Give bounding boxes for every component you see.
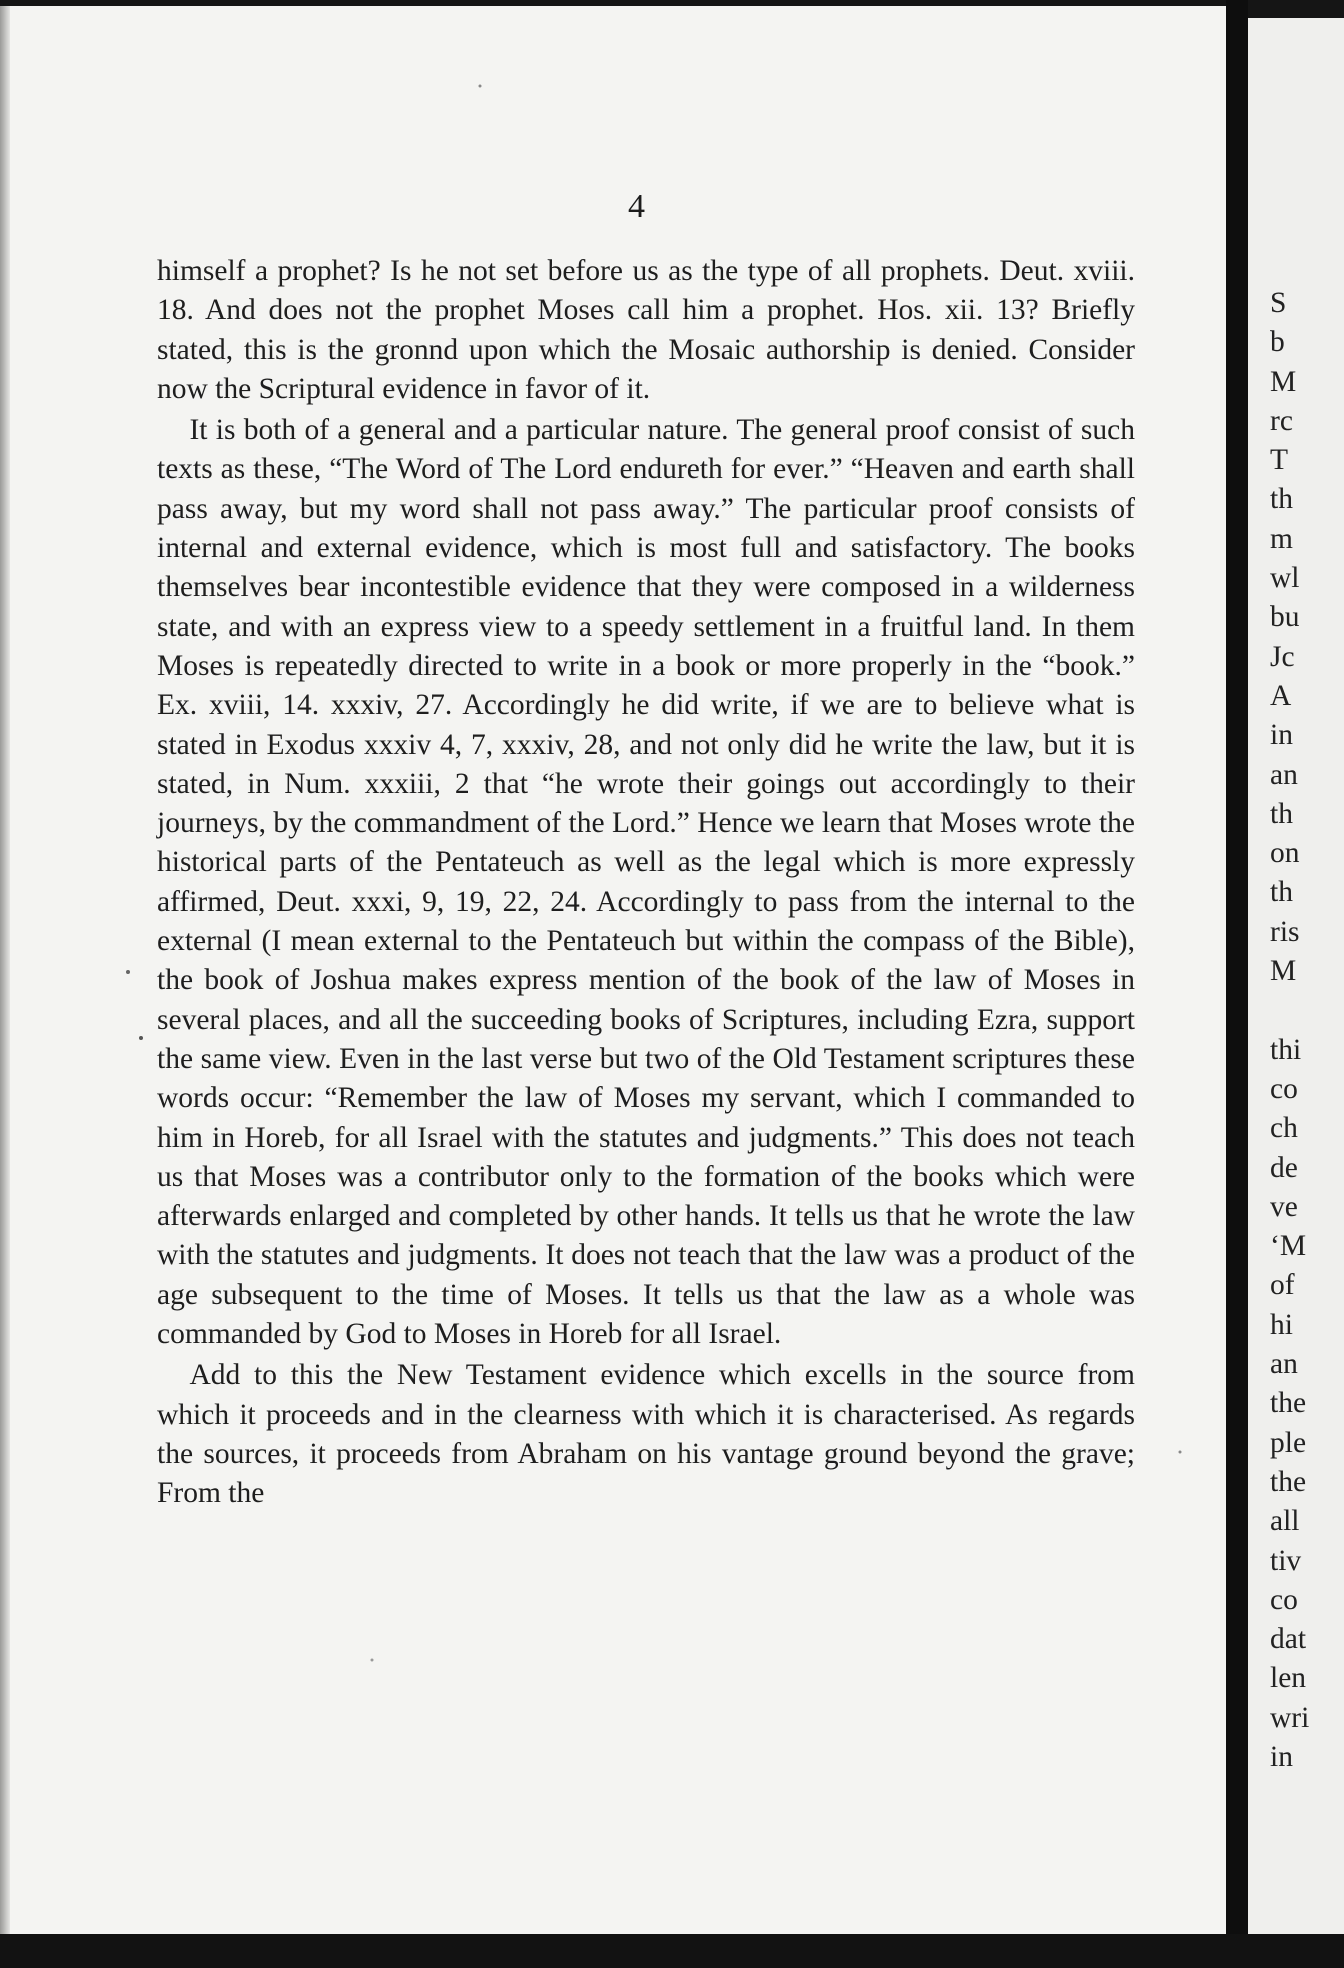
page-number: 4 xyxy=(628,188,645,225)
facing-page-fragment: M xyxy=(1270,365,1297,398)
facing-page-fragment: co xyxy=(1270,1072,1298,1105)
facing-page-fragment: bu xyxy=(1270,601,1300,634)
page-body-text xyxy=(157,252,1135,1514)
facing-page-fragment: all xyxy=(1270,1505,1300,1538)
facing-page-blank-line xyxy=(1270,991,1344,1030)
facing-page-edge xyxy=(1248,18,1344,1953)
facing-page-fragment: of xyxy=(1270,1269,1295,1302)
facing-page-fragment: the xyxy=(1270,1465,1307,1498)
facing-page-fragment: th xyxy=(1270,797,1293,830)
facing-page-fragment: S xyxy=(1270,287,1287,319)
facing-page-fragment: th xyxy=(1270,483,1293,516)
facing-page-fragment: M xyxy=(1270,955,1297,988)
facing-page-fragment: the xyxy=(1270,1387,1307,1420)
facing-page-fragment: an xyxy=(1270,1348,1298,1381)
facing-page-fragment: hi xyxy=(1270,1308,1293,1341)
facing-page-fragment: wri xyxy=(1270,1701,1310,1734)
facing-page-fragment: in xyxy=(1270,1740,1293,1773)
facing-page-fragment: A xyxy=(1270,679,1292,712)
facing-page-fragment: ris xyxy=(1270,915,1300,948)
facing-page-fragment: th xyxy=(1270,876,1293,909)
facing-page-text-fragments xyxy=(1270,284,1344,1777)
facing-page-fragment: thi xyxy=(1270,1033,1302,1066)
facing-page-fragment: ch xyxy=(1270,1112,1298,1145)
paragraph-1: himself a prophet? Is he not set before us as the type of all prophets. Deut. xviii. 18. And does not the prophet Moses call him a prophet. Hos. xii. 13? Briefly stated, this is the gronnd upon which the Mosaic authorship is denied. Consider now the Scriptural evidence in favor of it. xyxy=(157,255,1135,405)
book-gutter xyxy=(1226,0,1248,1968)
facing-page-fragment: ‘M xyxy=(1270,1230,1307,1263)
facing-page-fragment: ve xyxy=(1270,1190,1298,1223)
paragraph-2: It is both of a general and a particular nature. The general proof consist of such texts as these, “The Word of The Lord endureth for ever.” “Heaven and earth shall pass away, but my word shall not pass away.” The particular proof consists of internal and external evidence, which is most full and satisfactory. The books themselves bear incontestible evidence that they were composed in a wilderness state, and with an express view to a speedy settlement in a fruitful land. In them Moses is repeatedly directed to write in a book or more properly in the “book.” Ex. xviii, 14. xxxiv, 27. Accordingly he did write, if we are to believe what is stated in Exodus xxxiv 4, 7, xxxiv, 28, and not only did he write the law, but it is stated, in Num. xxxiii, 2 that “he wrote their goings out accordingly to their journeys, by the commandment of the Lord.” Hence we learn that Moses wrote the historical parts of the Pentateuch as well as the legal which is more expressly affirmed, Deut. xxxi, 9, 19, 22, 24. Accordingly to pass from the internal to the external (I mean external to the Pentateuch but within the compass of the Bible), the book of Joshua makes express mention of the book of the law of Moses in several places, and all the succeeding books of Scriptures, including Ezra, support the same view. Even in the last verse but two of the Old Testament scriptures these words occur: “Remember the law of Moses my servant, which I commanded to him in Horeb, for all Israel with the statutes and judgments.” This does not teach us that Moses was a contributor only to the formation of the books which were afterwards enlarged and completed by other hands. It tells us that he wrote the law with the statutes and judgments. It does not teach that the law was a product of the age subsequent to the time of Moses. It tells us that the law as a whole was commanded by God to Moses in Horeb for all Israel. xyxy=(157,414,1135,1351)
facing-page-fragment: dat xyxy=(1270,1623,1307,1656)
facing-page-fragment: T xyxy=(1270,444,1289,477)
facing-page-fragment: tiv xyxy=(1270,1544,1302,1577)
facing-page-fragment: b xyxy=(1270,326,1285,359)
facing-page-fragment: on xyxy=(1270,837,1300,870)
facing-page-fragment: Jc xyxy=(1270,640,1295,673)
facing-page-fragment: rc xyxy=(1270,404,1293,437)
facing-page-fragment: ple xyxy=(1270,1426,1307,1459)
facing-page-fragment: de xyxy=(1270,1151,1298,1184)
scan-bottom-border xyxy=(0,1934,1344,1968)
page-edge-shadow xyxy=(0,6,10,1934)
facing-page-fragment: an xyxy=(1270,758,1298,791)
facing-page-fragment: wl xyxy=(1270,562,1300,595)
paragraph-3: Add to this the New Testament evidence which excells in the source from which it proceeds and in the clearness with which it is characterised. As regards the sources, it proceeds from Abraham on his vantage ground beyond the grave; From the xyxy=(157,1359,1135,1510)
facing-page-fragment: m xyxy=(1270,522,1293,555)
facing-page-fragment: in xyxy=(1270,719,1293,752)
facing-page-fragment: co xyxy=(1270,1583,1298,1616)
facing-page-fragment: len xyxy=(1270,1662,1307,1695)
